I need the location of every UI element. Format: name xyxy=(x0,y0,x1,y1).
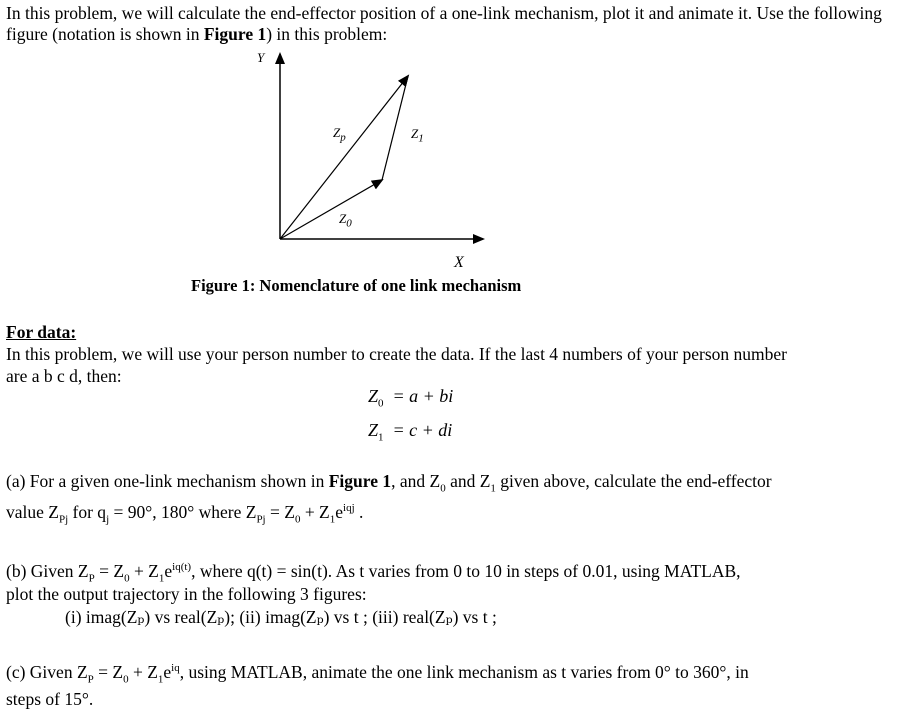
part-a-text: (a) For a given one-link mechanism shown in xyxy=(6,471,329,491)
part-c-z1-sub: 1 xyxy=(157,673,164,686)
figure-ref: Figure 1 xyxy=(203,24,267,44)
z0-label xyxy=(339,211,352,230)
part-a-eq-z0-sub: 0 xyxy=(294,513,301,526)
part-a-eq-z1: + Z xyxy=(300,502,330,522)
intro-line-1: In this problem, we will calculate the end-effector position of a one-link mechanism, plot it and animate it. Use the following xyxy=(6,3,882,23)
eq-z1-lhs: Z xyxy=(368,420,379,440)
part-b-zp-sub: P xyxy=(88,572,95,585)
eq-z1-sub: 1 xyxy=(378,431,384,444)
part-b-given: (b) Given Z xyxy=(6,561,89,581)
data-heading: For data: xyxy=(6,322,77,342)
part-a-z0: , and Z xyxy=(391,471,441,491)
equation-z1 xyxy=(368,420,453,444)
data-line-1: In this problem, we will use your person number to create the data. If the last 4 numbers of your person number xyxy=(6,344,787,364)
part-c-eq-z1: + Z xyxy=(128,662,158,682)
part-a-zpj-sub: Pj xyxy=(58,513,69,526)
part-b-line-1 xyxy=(6,560,741,585)
part-c-line-2: steps of 15°. xyxy=(6,689,94,709)
part-a-line-2 xyxy=(6,501,364,526)
eq-z0-sub: 0 xyxy=(378,397,384,410)
part-c-exp-sup: iq xyxy=(171,662,180,675)
part-a-angles: = 90°, 180° where Z xyxy=(109,502,257,522)
figure-caption: Figure 1: Nomenclature of one link mechanism xyxy=(191,276,522,295)
y-axis-label: Y xyxy=(257,50,265,65)
part-b-z1-sub: 1 xyxy=(158,572,165,585)
z1-label-sub: 1 xyxy=(418,132,424,145)
part-a-line-1 xyxy=(6,470,772,495)
part-c-zp-sub: P xyxy=(87,673,94,686)
part-a-zpj-sub-2: Pj xyxy=(256,513,266,526)
part-a-figure-ref: Figure 1 xyxy=(328,471,392,491)
eq-z0-rhs: = a + bi xyxy=(392,386,454,406)
part-a-text-end: given above, calculate the end-effector xyxy=(495,471,772,491)
part-b-eq-z1: + Z xyxy=(129,561,159,581)
z0-vector xyxy=(280,180,382,239)
part-c-eq-z0: = Z xyxy=(93,662,124,682)
zp-label-sub: p xyxy=(340,131,346,144)
zp-label-main: Z xyxy=(333,125,341,140)
part-a-eq-z1-sub: 1 xyxy=(329,513,336,526)
eq-z1-rhs: = c + di xyxy=(392,420,453,440)
part-a-value: value Z xyxy=(6,502,59,522)
part-a-qj-sub: j xyxy=(106,513,110,526)
part-b-z0-sub: 0 xyxy=(124,572,130,585)
part-b-exp: e xyxy=(164,561,173,581)
part-a-for-q: for q xyxy=(68,502,107,522)
part-a-z0-sub: 0 xyxy=(440,482,446,495)
x-axis-label: X xyxy=(454,254,464,271)
part-c-line-1 xyxy=(6,661,749,686)
part-c-given: (c) Given Z xyxy=(6,662,88,682)
part-b-text: , where q(t) = sin(t). As t varies from 0 to 10 in steps of 0.01, using MATLAB, xyxy=(191,561,741,581)
z0-label-main: Z xyxy=(339,211,347,226)
part-a-exp-sup: iqj xyxy=(343,502,355,515)
equation-z0 xyxy=(368,386,454,410)
intro-text-end: ) in this problem: xyxy=(266,24,388,44)
part-a-z1: and Z xyxy=(445,471,491,491)
zp-label xyxy=(333,125,346,144)
part-c-z0-sub: 0 xyxy=(123,673,129,686)
part-a-eq-z0: = Z xyxy=(265,502,295,522)
eq-z0-lhs: Z xyxy=(368,386,379,406)
z1-label-main: Z xyxy=(411,126,419,141)
z0-label-sub: 0 xyxy=(346,217,352,230)
part-a-exp: e xyxy=(335,502,344,522)
data-line-2: are a b c d, then: xyxy=(6,366,122,386)
part-b-eq-z0: = Z xyxy=(94,561,125,581)
part-b-exp-sup: iq(t) xyxy=(172,561,192,574)
intro-text: figure (notation is shown in xyxy=(6,24,204,44)
part-b-line-3: (i) imag(Zₚ) vs real(Zₚ); (ii) imag(Zₚ) vs t ; (iii) real(Zₚ) vs t ; xyxy=(65,607,497,627)
part-a-z1-sub: 1 xyxy=(490,482,496,495)
part-c-text: , using MATLAB, animate the one link mechanism as t varies from 0° to 360°, in xyxy=(179,662,749,682)
part-c-exp: e xyxy=(163,662,172,682)
part-a-period: . xyxy=(354,502,364,522)
z1-label xyxy=(411,126,424,145)
part-b-line-2: plot the output trajectory in the following 3 figures: xyxy=(6,584,367,604)
